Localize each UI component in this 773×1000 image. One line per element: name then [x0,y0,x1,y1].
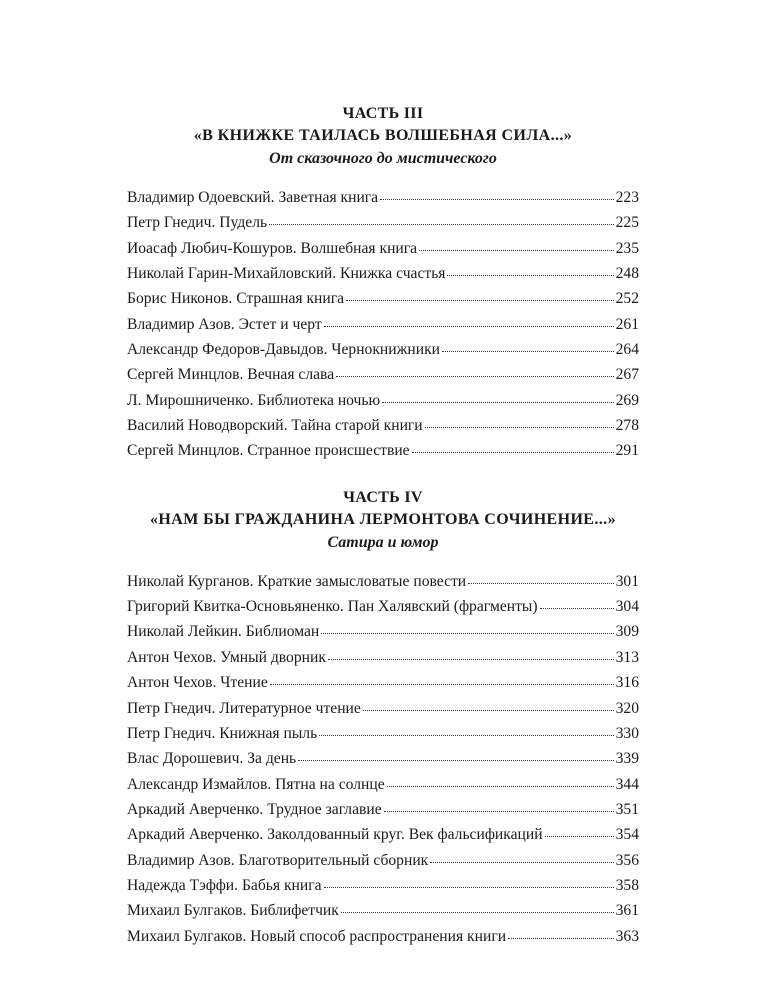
part-3-label: ЧАСТЬ III [342,105,424,122]
toc-entry-title: Василий Новодворский. Тайна старой книги [127,417,423,435]
toc-entry [127,848,639,873]
toc-entry [127,236,639,261]
toc-entry-page-number: 313 [615,648,639,666]
toc-dot-leader [321,621,613,637]
toc-entry-page-number: 278 [615,417,639,435]
toc-entry-page-number: 264 [615,341,639,359]
toc-entry-page-number: 301 [615,572,639,590]
toc-dot-leader [363,697,614,713]
toc-entry-title: Аркадий Аверченко. Заколдованный круг. Век фальсификаций [127,826,543,844]
toc-entry-page-number: 361 [615,902,639,920]
toc-entry-page-number: 309 [615,623,639,641]
toc-entry-title: Петр Гнедич. Пудель [127,214,268,232]
toc-entry-page-number: 267 [615,366,639,384]
toc-entry-title: Сергей Минцлов. Странное происшествие [127,442,410,460]
toc-entry-page-number: 223 [615,189,639,206]
toc-entry-title: Григорий Квитка-Основьяненко. Пан Халявский (фрагменты) [127,598,538,616]
toc-entry-title: Владимир Азов. Эстет и черт [127,315,322,333]
toc-dot-leader [382,389,613,405]
toc-dot-leader [298,748,613,764]
toc-entry-title: Антон Чехов. Чтение [127,674,268,692]
toc-entry-title: Иоасаф Любич-Кошуров. Волшебная книга [127,239,418,257]
toc-entry [127,413,639,438]
toc-dot-leader [269,212,614,228]
toc-entry-page-number: 320 [615,699,639,717]
toc-entry-page-number: 291 [615,442,639,460]
toc-entry [127,312,639,337]
toc-entry-title: Николай Курганов. Краткие замысловатые повести [127,572,467,590]
part-3-subtitle: От сказочного до мистического [269,150,497,167]
toc-entry [127,670,639,695]
toc-entry [127,337,639,362]
toc-entry-title: Николай Гарин-Михайловский. Книжка счастья [127,265,446,283]
toc-entry-page-number: 339 [615,750,639,768]
toc-dot-leader [468,570,613,586]
toc-entry [127,721,639,746]
toc-entry-title: Владимир Одоевский. Заветная книга [127,189,379,206]
toc-entry-page-number: 351 [615,800,639,818]
toc-dot-leader [328,646,614,662]
toc-entry-title: Александр Федоров-Давыдов. Чернокнижники [127,341,441,359]
toc-entry-title: Александр Измайлов. Пятна на солнце [127,775,385,793]
toc-entry-page-number: 235 [615,239,639,257]
part-3-section [127,103,639,171]
toc-entry [127,619,639,644]
toc-entry-page-number: 269 [615,391,639,409]
part-4-title: «НАМ БЫ ГРАЖДАНИНА ЛЕРМОНТОВА СОЧИНЕНИЕ...» [150,510,616,528]
toc-entry [127,898,639,923]
toc-entry [127,286,639,311]
toc-dot-leader [545,824,614,840]
toc-entry [127,569,639,594]
toc-entry-page-number: 358 [615,876,639,894]
toc-dot-leader [346,288,614,304]
toc-entry-title: Петр Гнедич. Книжная пыль [127,724,318,742]
toc-entry-page-number: 225 [615,214,639,232]
toc-dot-leader [540,596,614,612]
toc-entry-page-number: 304 [615,598,639,616]
toc-entry-title: Л. Мирошниченко. Библиотека ночью [127,391,381,409]
toc-entry-page-number: 344 [615,775,639,793]
part-4-toc-list [127,569,639,949]
part-4-subtitle: Сатира и юмор [327,533,439,551]
toc-entry-page-number: 252 [615,290,639,308]
toc-dot-leader [430,849,613,865]
toc-entry [127,185,639,210]
toc-entry [127,438,639,463]
toc-entry-page-number: 261 [615,315,639,333]
toc-entry-page-number: 363 [615,927,639,945]
toc-entry [127,873,639,898]
toc-dot-leader [412,440,614,456]
toc-entry [127,822,639,847]
toc-dot-leader [419,237,614,253]
toc-entry [127,261,639,286]
toc-entry-title: Николай Лейкин. Библиоман [127,623,320,641]
toc-entry-page-number: 316 [615,674,639,692]
toc-dot-leader [336,364,613,380]
toc-dot-leader [319,722,613,738]
toc-entry [127,772,639,797]
toc-entry [127,924,639,949]
part-4-label: ЧАСТЬ IV [343,488,423,506]
toc-dot-leader [324,313,614,329]
toc-entry [127,746,639,771]
toc-dot-leader [387,773,614,789]
toc-entry [127,797,639,822]
toc-entry [127,210,639,235]
toc-dot-leader [324,874,614,890]
toc-entry-title: Надежда Тэффи. Бабья книга [127,876,322,894]
toc-entry [127,362,639,387]
toc-entry-page-number: 330 [615,724,639,742]
toc-entry [127,388,639,413]
toc-entry-title: Петр Гнедич. Литературное чтение [127,699,361,717]
toc-entry-page-number: 354 [615,826,639,844]
toc-entry-title: Антон Чехов. Умный дворник [127,648,326,666]
part-4-section [127,487,639,555]
toc-entry [127,645,639,670]
toc-entry [127,696,639,721]
toc-dot-leader [447,262,613,278]
part-3-toc-list [127,185,639,464]
toc-entry-title: Сергей Минцлов. Вечная слава [127,366,335,384]
toc-dot-leader [341,900,614,916]
toc-entry-page-number: 356 [615,851,639,869]
toc-dot-leader [384,798,614,814]
toc-dot-leader [442,338,614,354]
toc-entry-title: Михаил Булгаков. Библифетчик [127,902,339,920]
toc-entry-title: Влас Дорошевич. За день [127,750,297,768]
part-3-title: «В КНИЖКЕ ТАИЛАСЬ ВОЛШЕБНАЯ СИЛА...» [193,127,573,144]
toc-dot-leader [508,925,614,941]
toc-page [127,103,639,949]
toc-entry-page-number: 248 [615,265,639,283]
toc-entry [127,594,639,619]
toc-dot-leader [425,415,614,431]
toc-entry-title: Владимир Азов. Благотворительный сборник [127,851,429,869]
toc-entry-title: Борис Никонов. Страшная книга [127,290,345,308]
toc-dot-leader [270,672,614,688]
toc-entry-title: Михаил Булгаков. Новый способ распространения книги [127,927,507,945]
toc-dot-leader [380,186,614,202]
toc-entry-title: Аркадий Аверченко. Трудное заглавие [127,800,382,818]
